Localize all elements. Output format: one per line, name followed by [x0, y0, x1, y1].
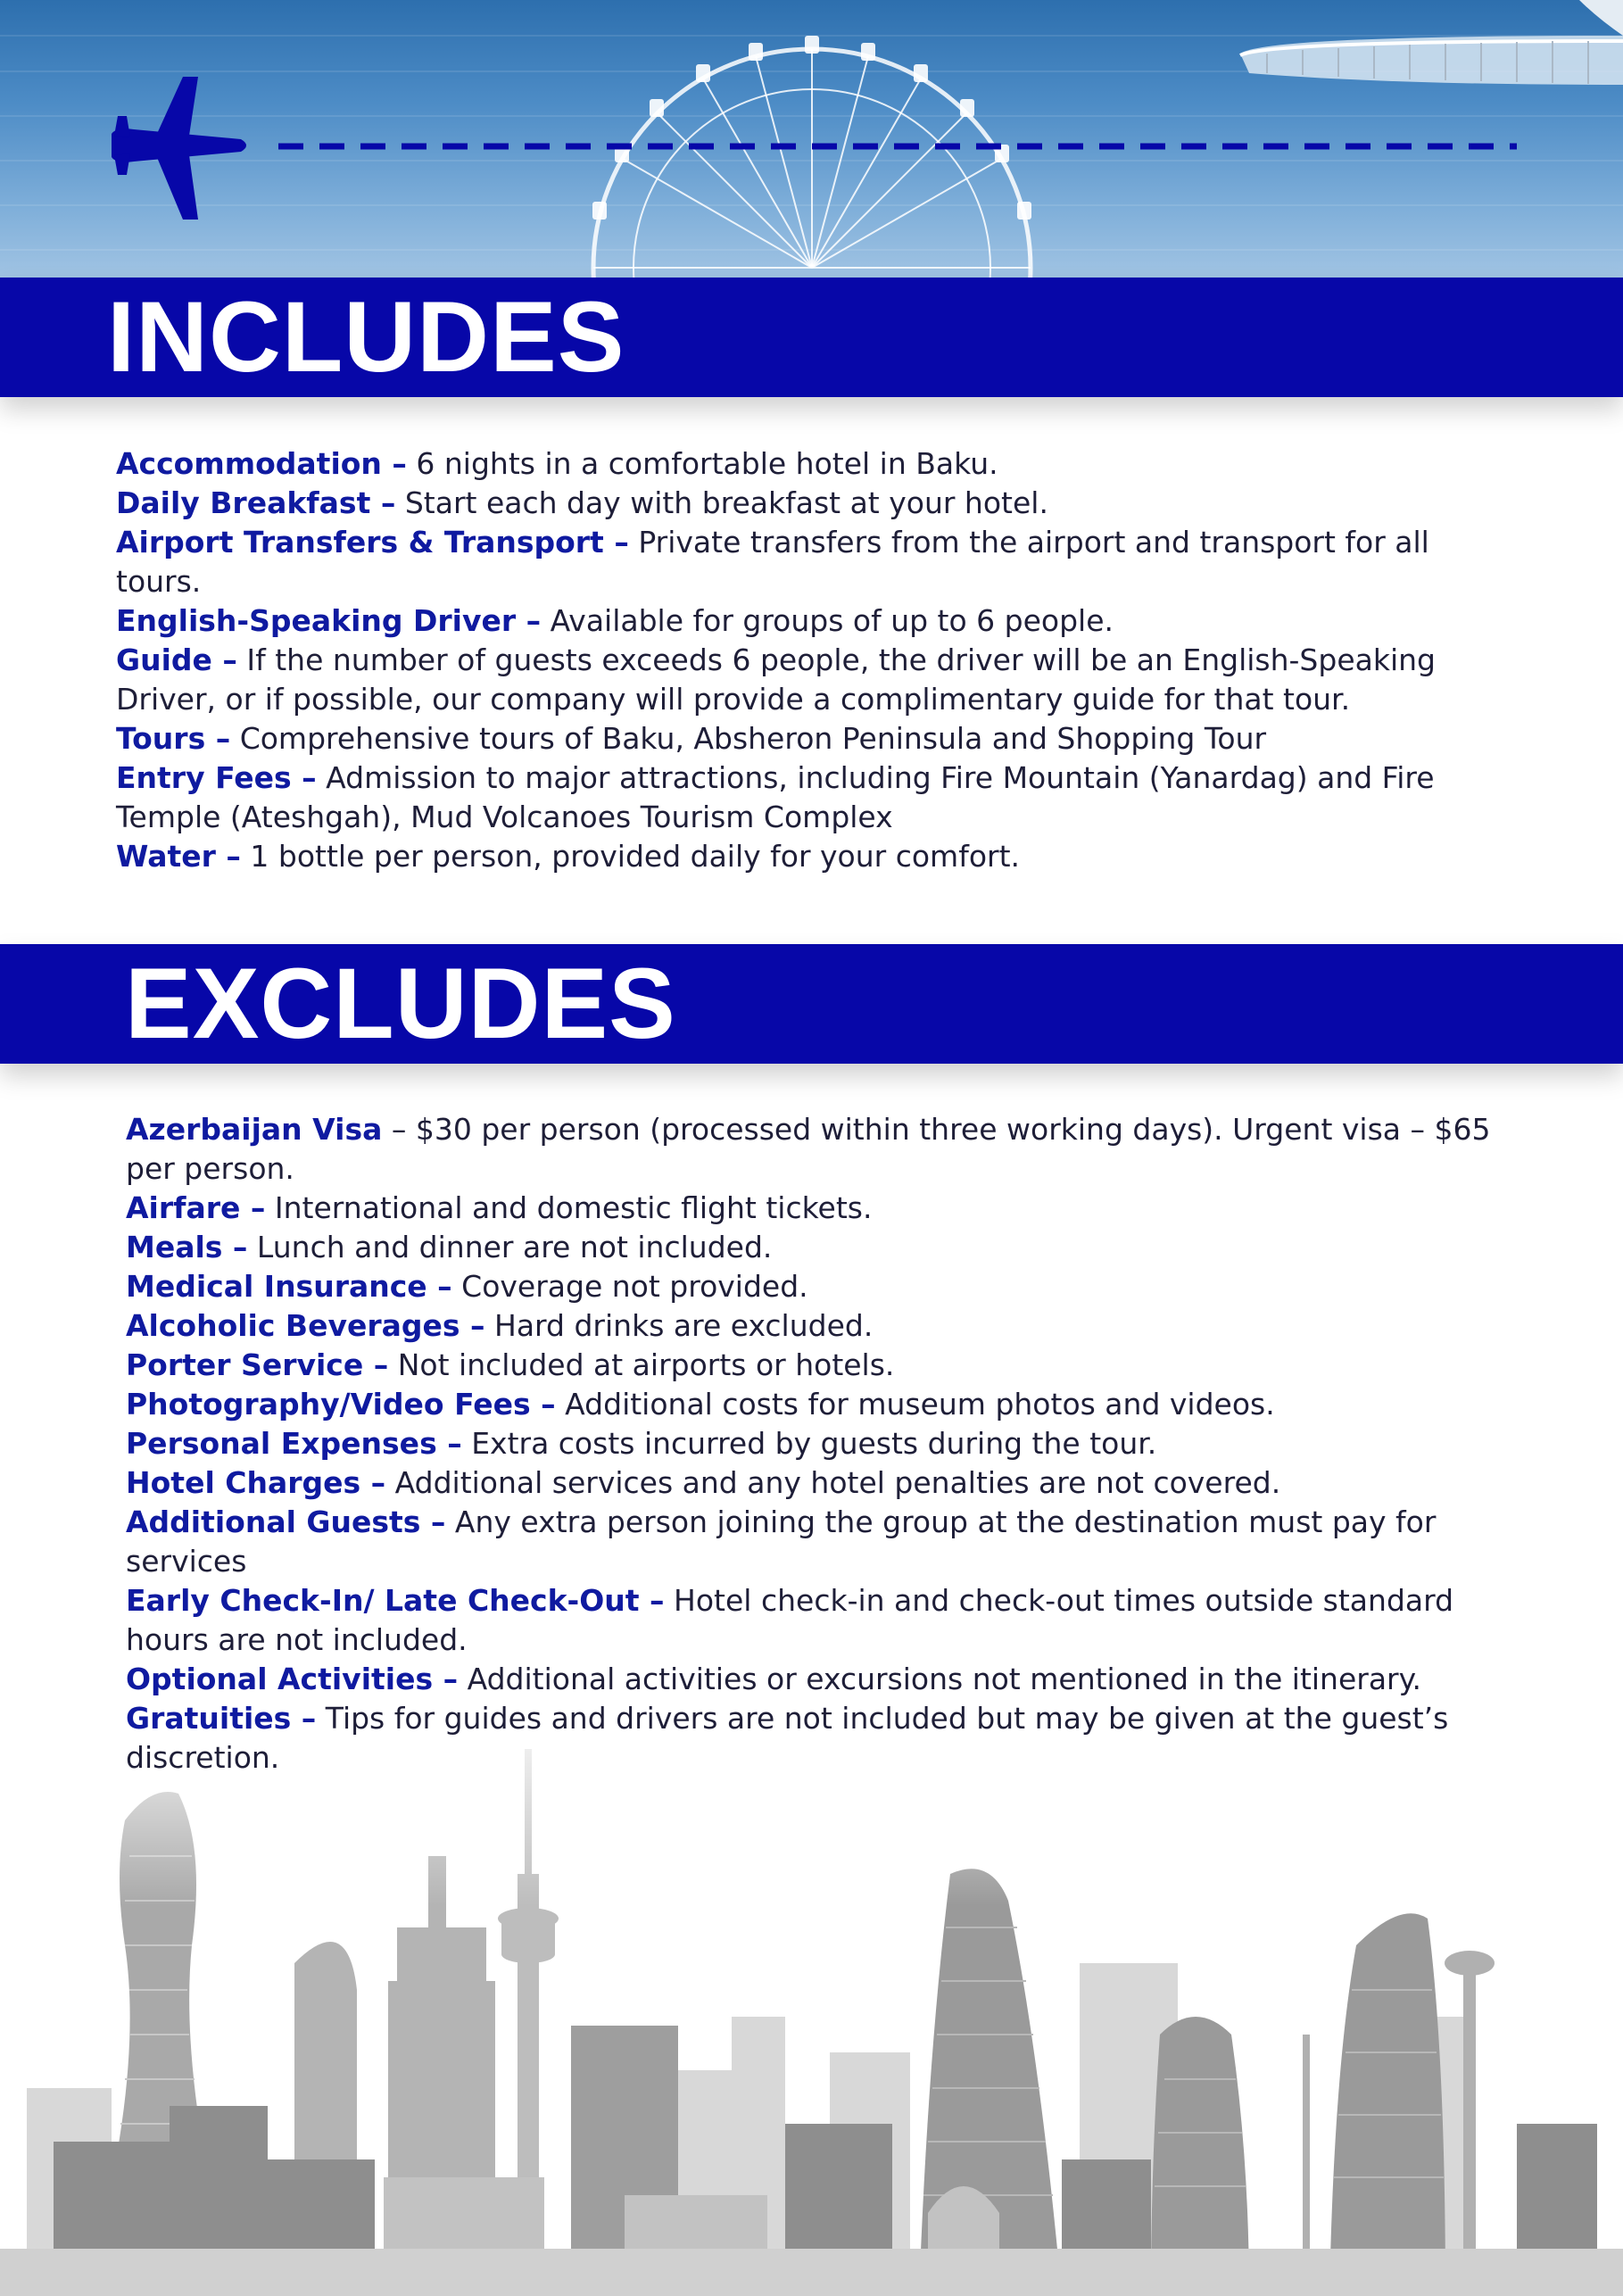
item-term: Early Check-In/ Late Check-Out – — [126, 1583, 665, 1618]
includes-heading: INCLUDES — [107, 281, 625, 393]
list-item — [126, 1699, 1518, 1778]
item-desc: 6 nights in a comfortable hotel in Baku. — [406, 446, 998, 481]
item-term: Meals – — [126, 1230, 248, 1264]
list-item — [126, 1306, 1518, 1346]
list-item — [126, 1189, 1518, 1228]
item-term: Water – — [116, 839, 241, 874]
list-item — [116, 484, 1508, 523]
item-desc: Extra costs incurred by guests during the tour. — [461, 1426, 1157, 1461]
item-term: Tours – — [116, 721, 231, 756]
list-item — [116, 837, 1508, 876]
list-item — [126, 1267, 1518, 1306]
list-item — [116, 444, 1508, 484]
item-desc: Tips for guides and drivers are not included but may be given at the guest’s discretion. — [126, 1701, 1449, 1775]
item-desc: – $30 per person (processed within three working days). Urgent visa – $65 per person. — [126, 1112, 1491, 1186]
list-item — [126, 1385, 1518, 1424]
baku-skyline-illustration — [0, 1695, 1623, 2296]
item-desc: 1 bottle per person, provided daily for your comfort. — [240, 839, 1021, 874]
item-term: Medical Insurance – — [126, 1269, 452, 1304]
item-term: English-Speaking Driver – — [116, 603, 542, 638]
list-item — [126, 1463, 1518, 1503]
item-term: Gratuities – — [126, 1701, 317, 1736]
list-item — [116, 719, 1508, 758]
hero-header-image — [0, 0, 1623, 294]
list-item — [126, 1424, 1518, 1463]
item-term: Airport Transfers & Transport – — [116, 525, 629, 559]
item-desc: Additional services and any hotel penalties are not covered. — [385, 1465, 1281, 1500]
baku-waterfront-illustration — [0, 0, 1623, 294]
list-item — [126, 1110, 1518, 1189]
item-term: Porter Service – — [126, 1347, 389, 1382]
list-item — [126, 1228, 1518, 1267]
item-desc: Additional activities or excursions not mentioned in the itinerary. — [458, 1662, 1421, 1696]
item-desc: International and domestic flight tickets. — [265, 1190, 873, 1225]
ferris-wheel — [592, 36, 1031, 294]
item-term: Additional Guests – — [126, 1504, 446, 1539]
item-term: Photography/Video Fees – — [126, 1387, 556, 1422]
item-desc: Comprehensive tours of Baku, Absheron Peninsula and Shopping Tour — [230, 721, 1267, 756]
list-item — [116, 523, 1508, 601]
item-desc: If the number of guests exceeds 6 people, the driver will be an English-Speaking Driver, or if possible, our company will provide a complimentary guide for that tour. — [116, 642, 1436, 717]
includes-list — [116, 444, 1508, 876]
excludes-heading: EXCLUDES — [125, 948, 676, 1059]
item-term: Alcoholic Beverages – — [126, 1308, 485, 1343]
item-desc: Available for groups of up to 6 people. — [541, 603, 1114, 638]
item-term: Personal Expenses – — [126, 1426, 462, 1461]
item-desc: Hard drinks are excluded. — [484, 1308, 874, 1343]
item-desc: Additional costs for museum photos and videos. — [555, 1387, 1275, 1422]
item-term: Accommodation – — [116, 446, 407, 481]
airplane-icon — [112, 77, 246, 220]
list-item — [126, 1346, 1518, 1385]
item-desc: Private transfers from the airport and transport for all tours. — [116, 525, 1429, 599]
excludes-banner — [0, 944, 1623, 1064]
item-desc: Lunch and dinner are not included. — [247, 1230, 773, 1264]
list-item — [126, 1503, 1518, 1581]
includes-banner — [0, 278, 1623, 397]
item-desc: Admission to major attractions, including Fire Mountain (Yanardag) and Fire Temple (Ateshgah), Mud Volcanoes Tourism Complex — [116, 760, 1435, 834]
item-term: Azerbaijan Visa — [126, 1112, 383, 1147]
item-term: Guide – — [116, 642, 237, 677]
list-item — [116, 601, 1508, 641]
item-desc: Coverage not provided. — [451, 1269, 808, 1304]
item-desc: Hotel check-in and check-out times outside standard hours are not included. — [126, 1583, 1454, 1657]
list-item — [126, 1581, 1518, 1660]
item-term: Airfare – — [126, 1190, 266, 1225]
list-item — [116, 758, 1508, 837]
item-term: Entry Fees – — [116, 760, 317, 795]
item-term: Hotel Charges – — [126, 1465, 386, 1500]
item-desc: Not included at airports or hotels. — [388, 1347, 895, 1382]
list-item — [116, 641, 1508, 719]
list-item — [126, 1660, 1518, 1699]
item-desc: Start each day with breakfast at your hotel. — [395, 485, 1048, 520]
waterfront-pier — [1240, 0, 1623, 85]
item-term: Optional Activities – — [126, 1662, 459, 1696]
item-term: Daily Breakfast – — [116, 485, 396, 520]
item-desc: Any extra person joining the group at the destination must pay for services — [126, 1504, 1437, 1579]
excludes-list — [126, 1110, 1518, 1778]
